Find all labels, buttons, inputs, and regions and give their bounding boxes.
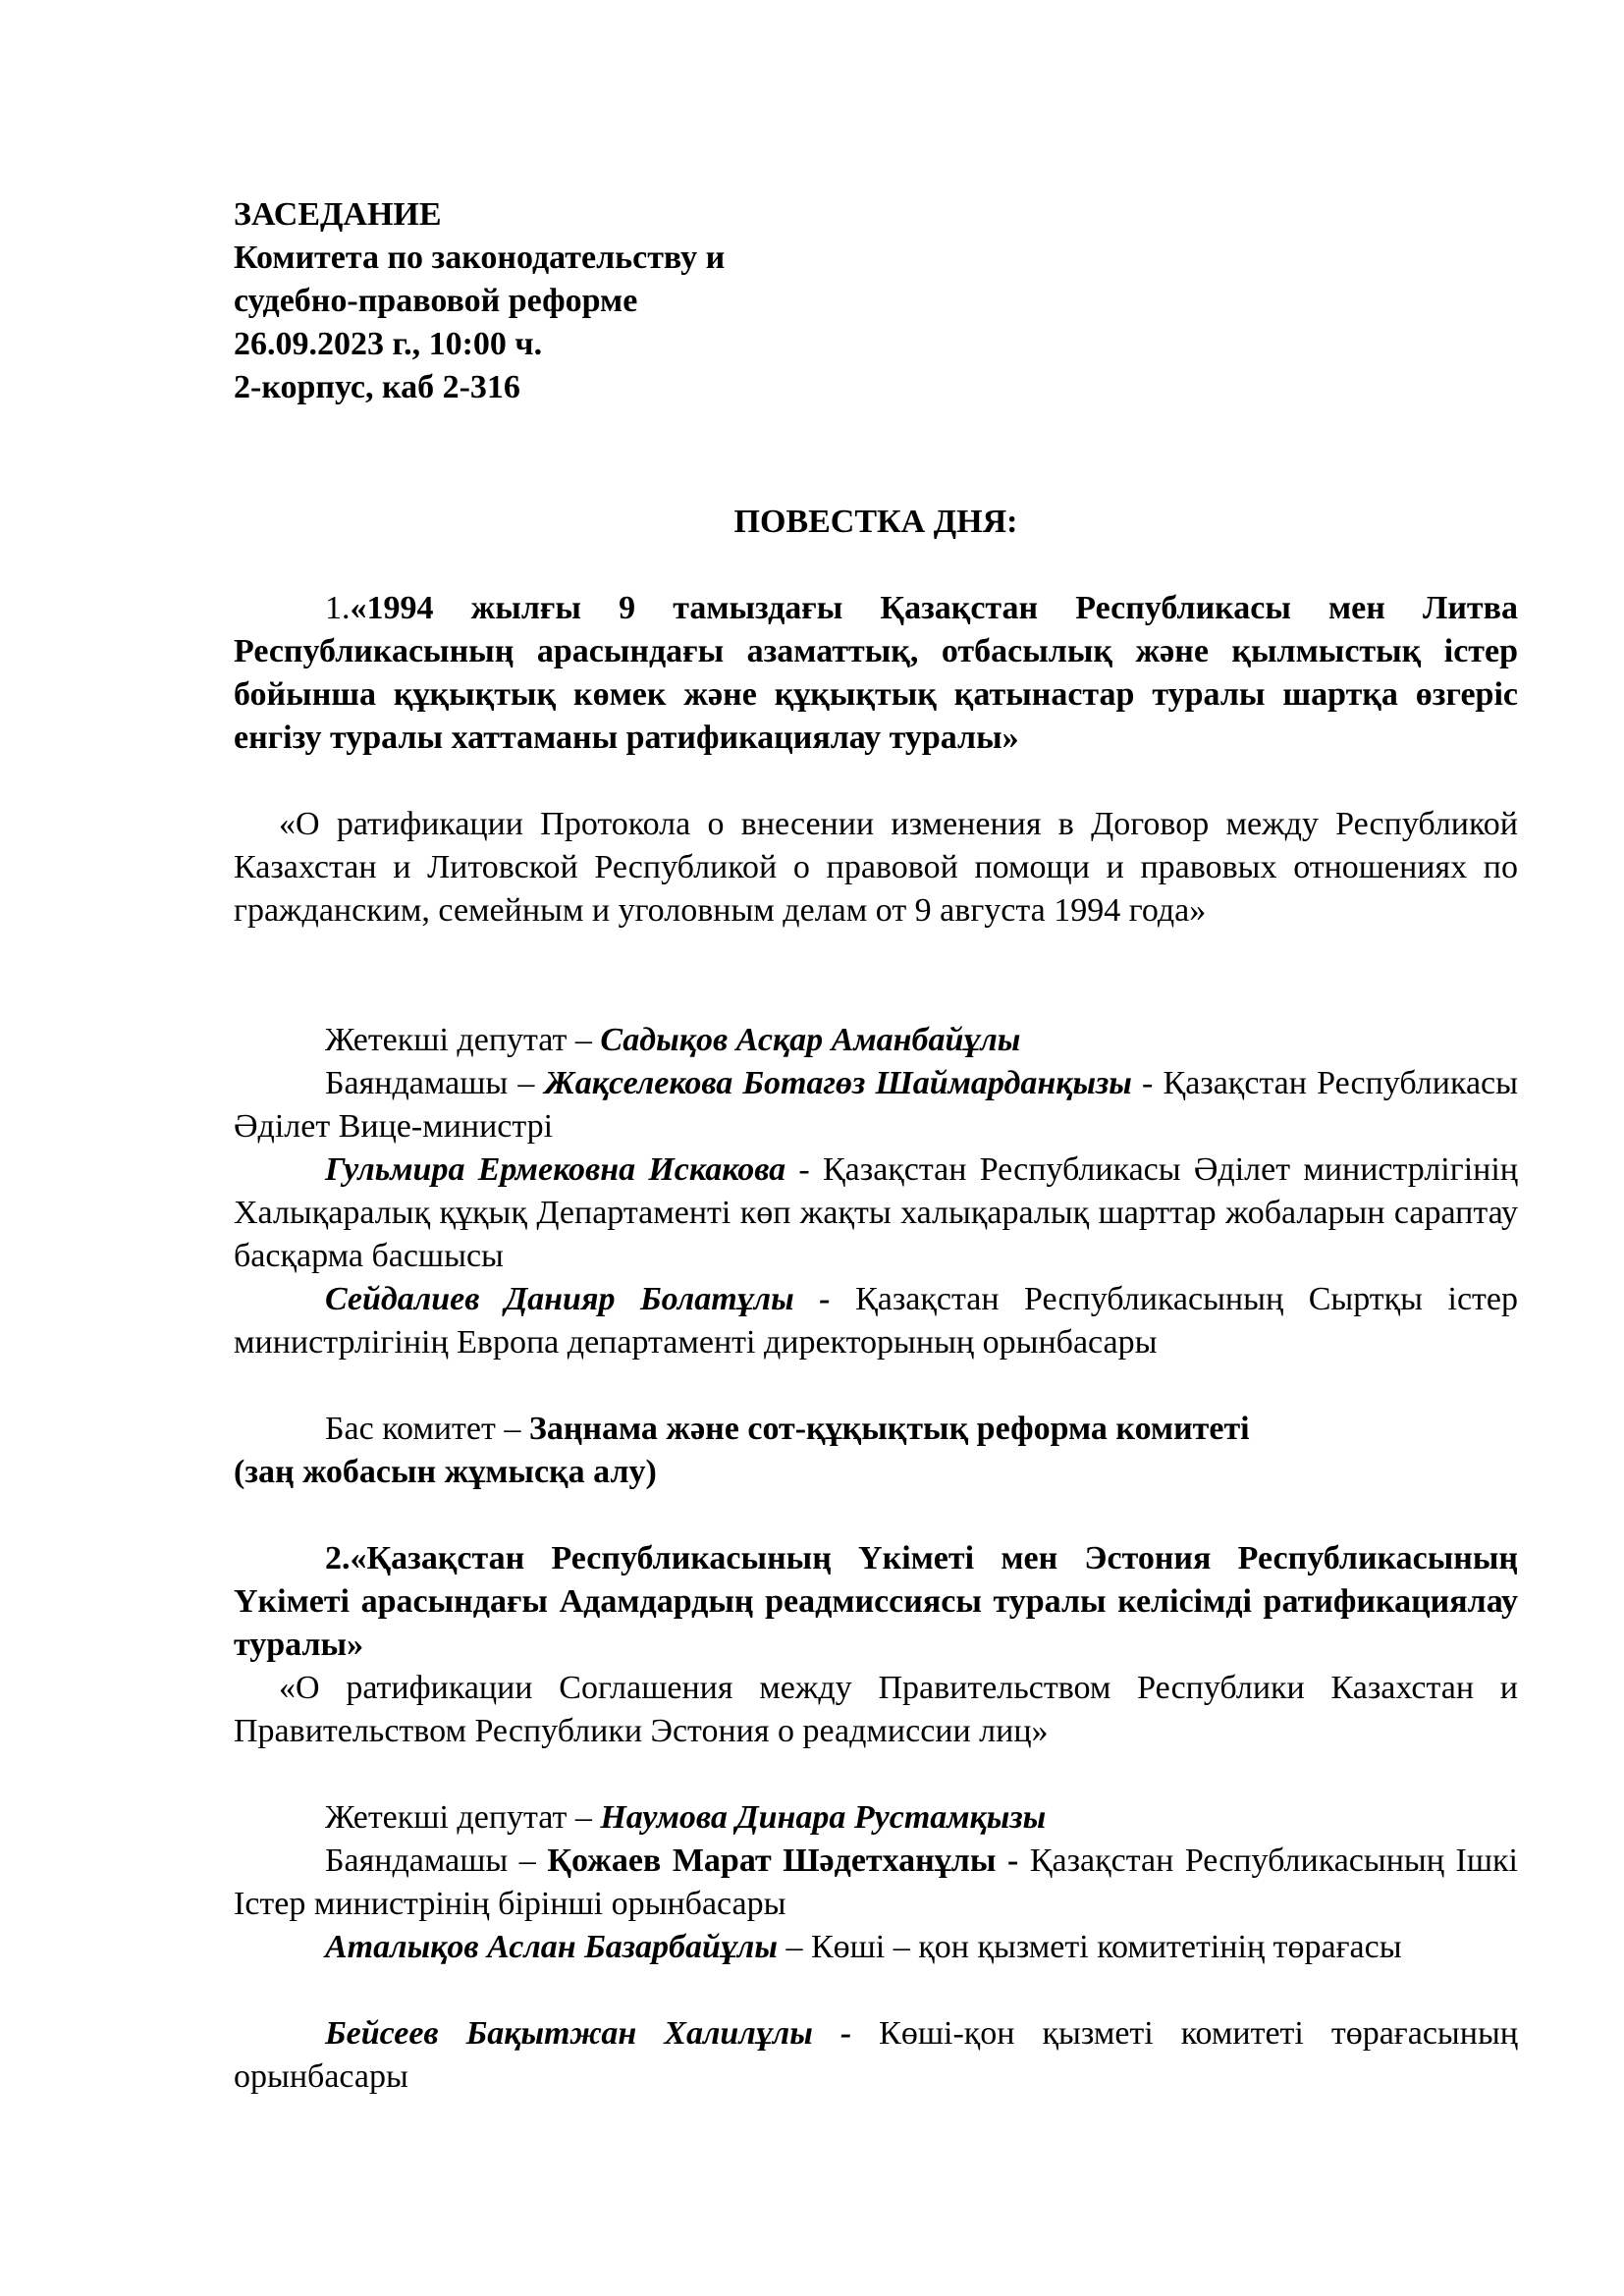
item2-lead-deputy (234, 1796, 1518, 1840)
committee-name-line1: Комитета по законодательству и (234, 240, 726, 276)
lead-deputy-label: Жетекші депутат – (325, 1022, 601, 1058)
item2-title-kz: 2.«Қазақстан Республикасының Үкіметі мен Эстония Республикасының Үкіметі арасындағы Адамдардың реадмиссиясы туралы келісімді ратификациялау туралы» (234, 1540, 1518, 1663)
item2-speaker (234, 1840, 1518, 1926)
speaker-name: Қожаев Марат Шәдетханұлы - (547, 1842, 1030, 1879)
item1-speaker (234, 1062, 1518, 1148)
item2-title-ru: «О ратификации Соглашения между Правительством Республики Казахстан и Правительством Республики Эстония о реадмиссии лиц» (234, 1670, 1518, 1749)
item1-title-kz-text: «1994 жылғы 9 тамыздағы Қазақстан Республикасы мен Литва Республикасының арасындағы азаматтық, отбасылық және қылмыстық істер бойынша құқықтық көмек және құқықтық қатынастар туралы шартқа өзгеріс енгізу туралы хаттаманы ратификациялау туралы» (234, 590, 1518, 756)
meeting-label: ЗАСЕДАНИЕ (234, 196, 442, 233)
item2-cospeaker-2 (234, 2012, 1518, 2099)
cospeaker-name: Аталықов Аслан Базарбайұлы (325, 1929, 778, 1965)
cospeaker-name: Сейдалиев Данияр Болатұлы - (325, 1281, 856, 1317)
item2-cospeaker-1 (234, 1926, 1518, 1969)
speaker-role: - Қазақстан Республикасы Әділет Вице-министрі (234, 1065, 1518, 1145)
lead-deputy-name: Наумова Динара Рустамқызы (600, 1799, 1047, 1836)
item1-title-kz (234, 587, 1518, 760)
main-committee-label: Бас комитет – (325, 1411, 529, 1447)
speaker-name: Жақселекова Ботагөз Шаймарданқызы (544, 1065, 1132, 1101)
cospeaker-role: - Қазақстан Республикасы Әділет министрлігінің Халықаралық құқық Департаменті көп жақты халықаралық шарттар жобаларын сараптау басқарма басшысы (234, 1151, 1518, 1274)
lead-deputy-label: Жетекші депутат – (325, 1799, 601, 1836)
item1-lead-deputy (234, 1019, 1518, 1062)
speaker-role: Қазақстан Республикасының Ішкі Істер министрінің бірінші орынбасары (234, 1842, 1518, 1922)
item1-main-committee-note: (заң жобасын жұмысқа алу) (234, 1454, 657, 1490)
cospeaker-role: – Көші – қон қызметі комитетінің төрағасы (777, 1929, 1402, 1965)
cospeaker-name: Бейсеев Бақытжан Халилұлы - (325, 2015, 880, 2052)
lead-deputy-name: Садықов Асқар Аманбайұлы (600, 1022, 1021, 1058)
main-committee-name: Заңнама және сот-құқықтық реформа комитеті (528, 1411, 1250, 1447)
item1-title-ru: «О ратификации Протокола о внесении изменения в Договор между Республикой Казахстан и Литовской Республикой о правовой помощи и правовых отношениях по гражданским, семейным и уголовным делам от 9 августа 1994 года» (234, 806, 1518, 929)
item1-cospeaker-2 (234, 1278, 1518, 1364)
item1-cospeaker-1 (234, 1148, 1518, 1278)
cospeaker-name: Гульмира Ермековна Искакова (325, 1151, 786, 1188)
speaker-label: Баяндамашы – (325, 1842, 548, 1879)
meeting-location: 2-корпус, каб 2-316 (234, 369, 520, 405)
cospeaker-role: Көші-қон қызметі комитеті төрағасының орынбасары (234, 2015, 1518, 2095)
meeting-datetime: 26.09.2023 г., 10:00 ч. (234, 326, 543, 362)
item1-number: 1. (325, 590, 351, 626)
meeting-header (234, 193, 725, 409)
agenda-title: ПОВЕСТКА ДНЯ: (733, 504, 1018, 540)
speaker-label: Баяндамашы – (325, 1065, 545, 1101)
item1-main-committee (234, 1408, 1518, 1451)
cospeaker-role: Қазақстан Республикасының Сыртқы істер министрлігінің Европа департаменті директорының орынбасары (234, 1281, 1518, 1361)
committee-name-line2: судебно-правовой реформе (234, 283, 638, 319)
